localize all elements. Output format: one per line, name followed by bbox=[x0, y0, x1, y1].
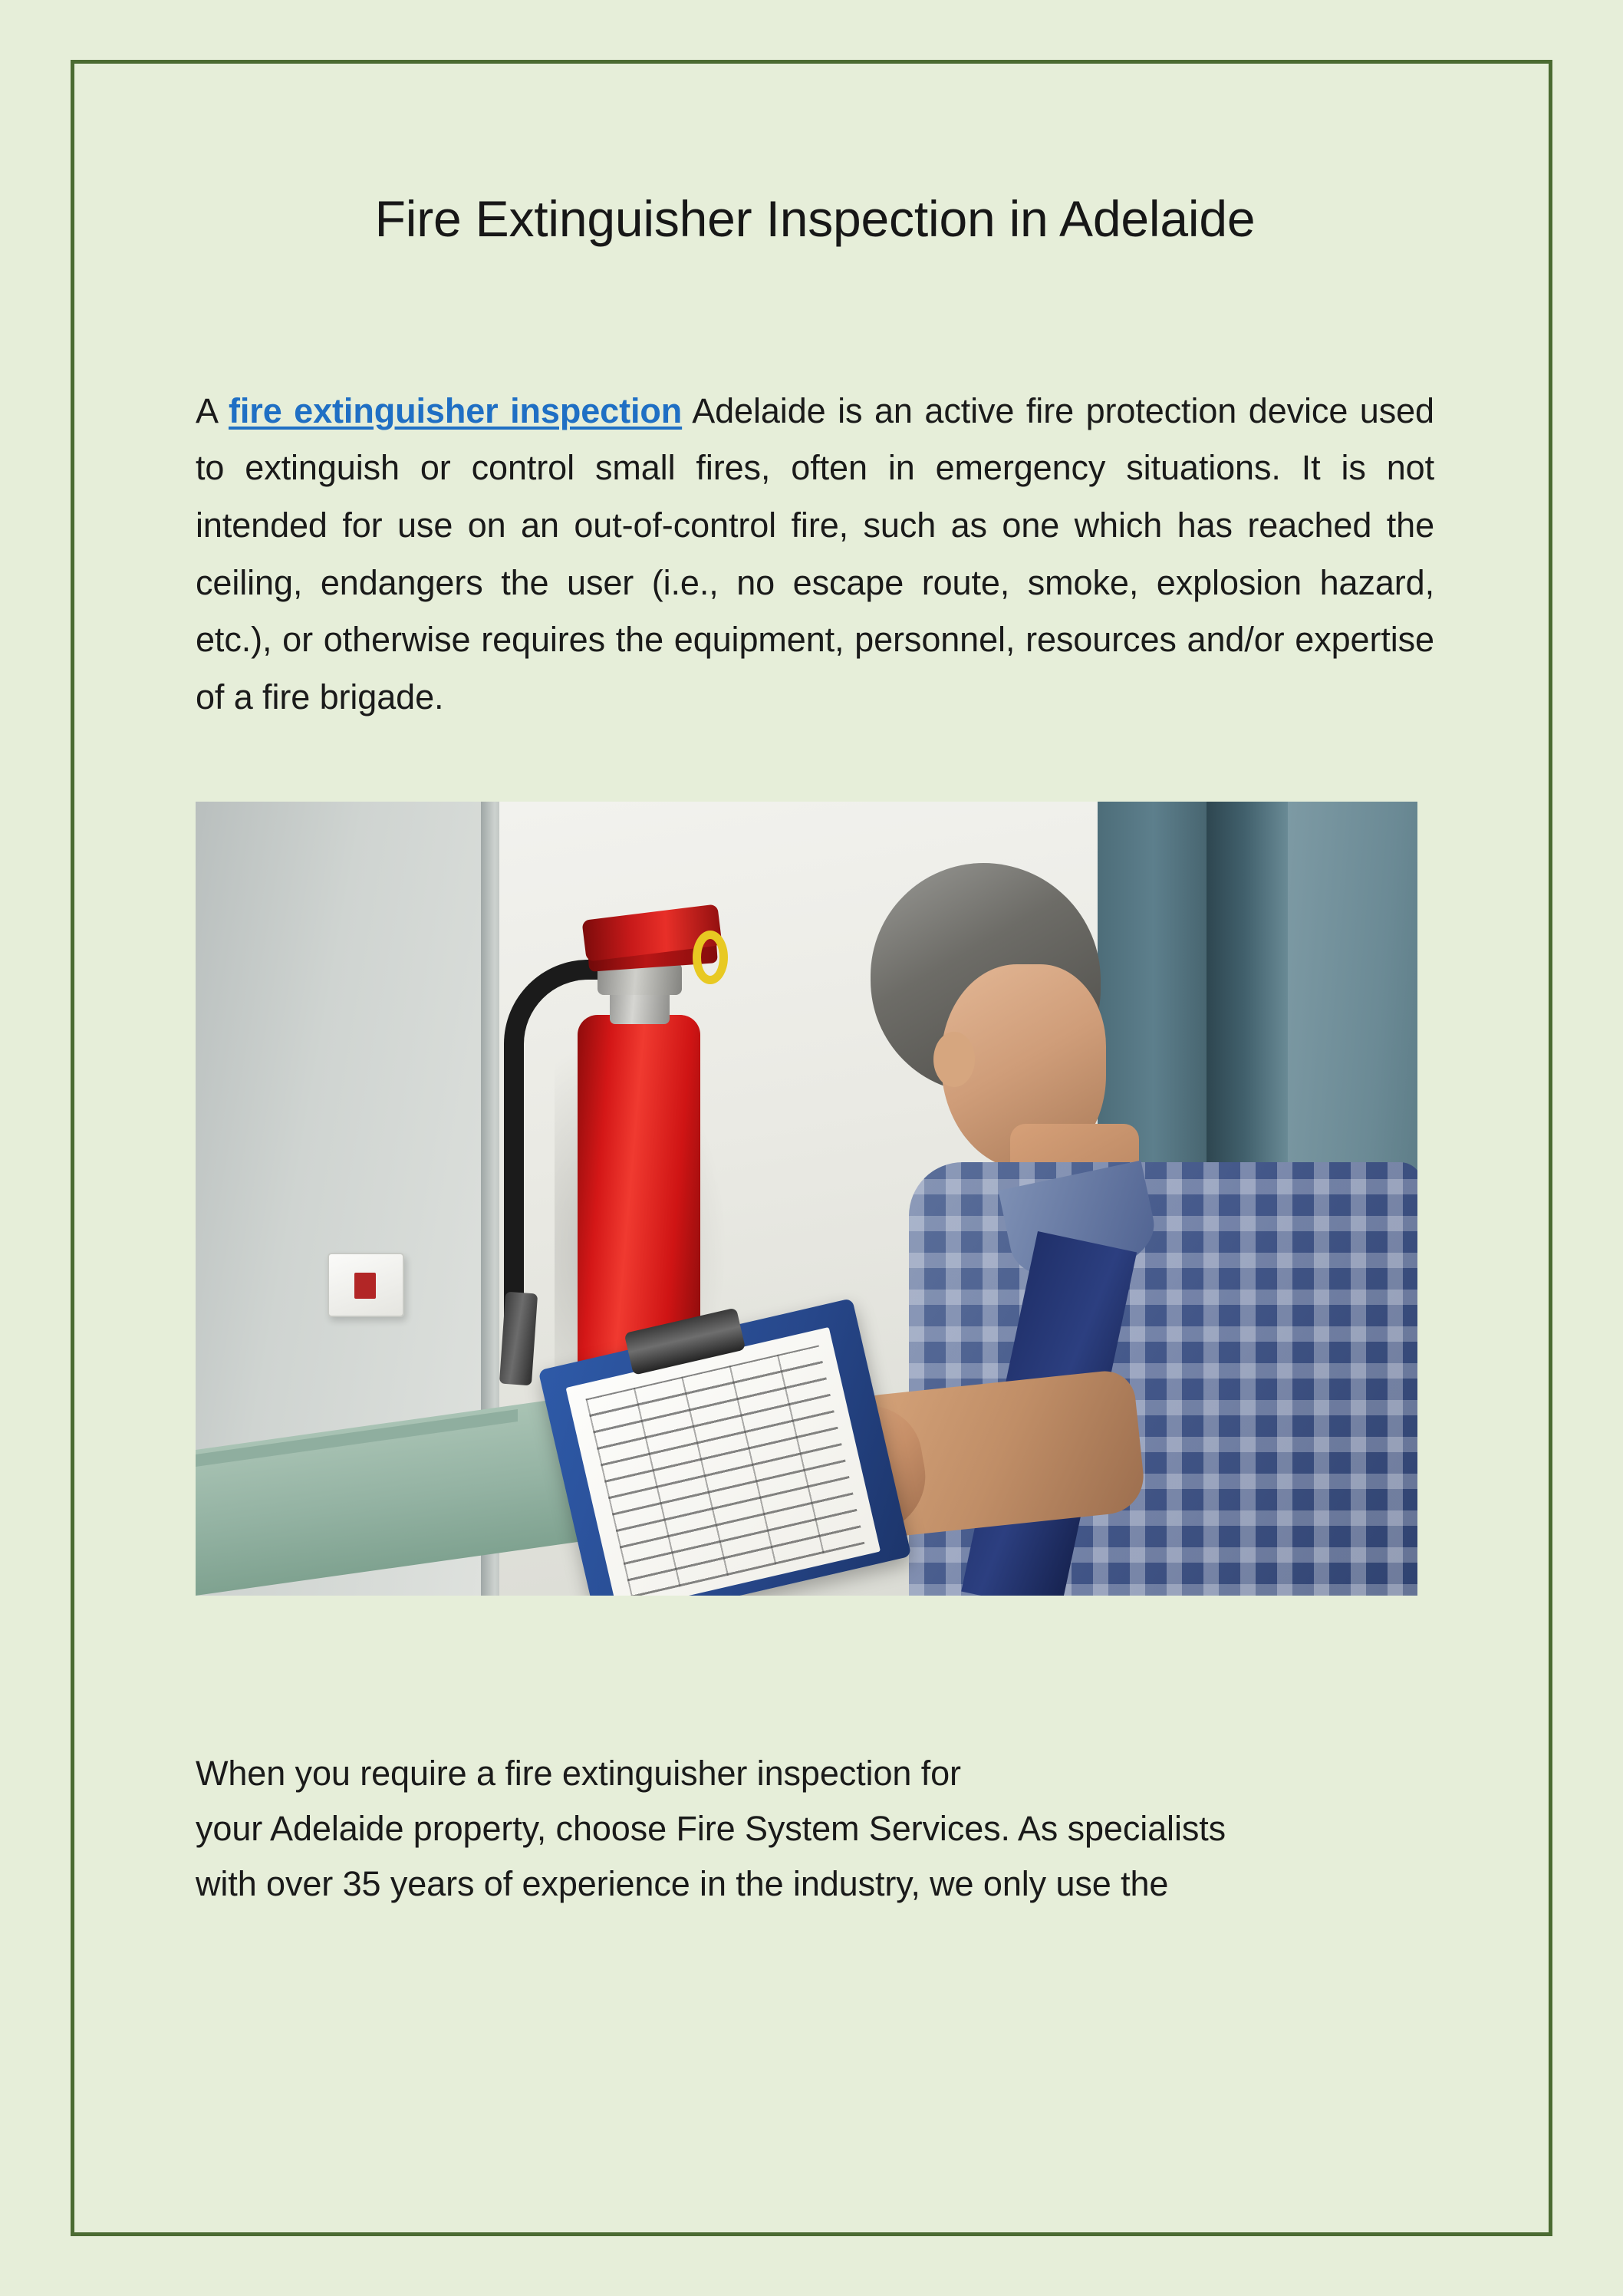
intro-lead-text: A bbox=[196, 390, 229, 430]
intro-rest-text: Adelaide is an active fire protection device used to extinguish or control small fires, often in emergency situations. It is not intended for use on an out-of-control fire, such as one which has reached the ceiling, endangers the user (i.e., no escape route, smoke, explosion hazard, etc.), or otherwise requires the equipment, personnel, resources and/or expertise of a fire brigade. bbox=[196, 390, 1434, 716]
outro-paragraph bbox=[196, 1596, 1434, 1912]
photo-wall-switch bbox=[328, 1253, 404, 1317]
photo-extinguisher-safety-pin bbox=[693, 931, 728, 984]
outro-line-2: your Adelaide property, choose Fire System Services. As specialists bbox=[196, 1808, 1226, 1848]
fire-extinguisher-inspection-link[interactable]: fire extinguisher inspection bbox=[229, 390, 683, 430]
outro-line-1: When you require a fire extinguisher inspection for bbox=[196, 1753, 961, 1793]
fire-extinguisher-inspection-photo bbox=[196, 802, 1417, 1596]
inspection-photo-figure bbox=[196, 726, 1434, 1596]
photo-switch-indicator bbox=[354, 1273, 376, 1299]
photo-inspector-ear bbox=[933, 1032, 975, 1087]
photo-extinguisher-nozzle bbox=[499, 1291, 538, 1385]
intro-paragraph bbox=[196, 251, 1434, 726]
page-title: Fire Extinguisher Inspection in Adelaide bbox=[374, 190, 1256, 247]
outro-line-3: with over 35 years of experience in the industry, we only use the bbox=[196, 1863, 1169, 1903]
photo-checklist-rows bbox=[585, 1345, 864, 1596]
photo-clipboard-checklist bbox=[566, 1327, 881, 1596]
page-content bbox=[196, 153, 1434, 1912]
